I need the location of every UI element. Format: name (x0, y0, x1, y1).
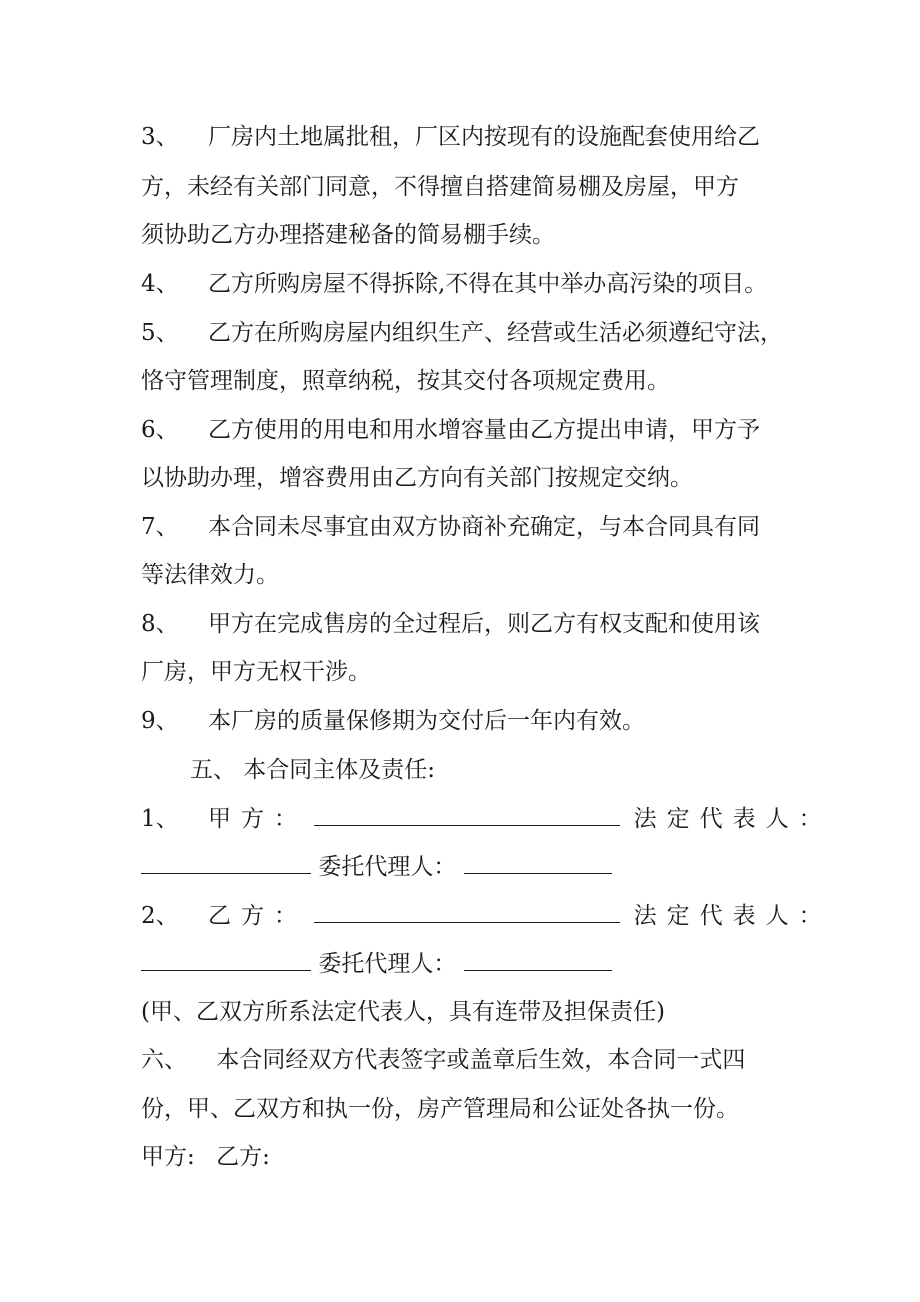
item-5-line-1 (141, 318, 783, 348)
item-number: 8、 (141, 611, 179, 637)
item-6-line-1 (141, 415, 760, 445)
party-a-agent-blank[interactable] (464, 851, 612, 874)
item-3-line-2: 方，未经有关部门同意，不得擅自搭建简易棚及房屋，甲方 (141, 174, 739, 200)
item-number: 9、 (141, 708, 179, 734)
party-b-number: 2、 (141, 903, 179, 929)
item-number: 5、 (141, 320, 179, 346)
item-3-line-1 (141, 122, 760, 152)
item-number: 7、 (141, 514, 179, 540)
item-8-line-2: 厂房，甲方无权干涉。 (141, 659, 371, 685)
item-text: 乙方使用的用电和用水增容量由乙方提出申请，甲方予 (207, 417, 760, 443)
section-6-number: 六、 (141, 1047, 187, 1073)
party-b-agent-line (141, 948, 612, 978)
party-a-line (141, 803, 832, 833)
item-6-line-2: 以协助办理，增容费用由乙方向有关部门按规定交纳。 (141, 465, 693, 491)
party-a-name-blank[interactable] (314, 803, 620, 826)
section-6-line-1 (141, 1045, 745, 1075)
signature-party-b: 乙方: (216, 1144, 270, 1170)
item-9-line-1 (141, 706, 645, 736)
item-3-line-3: 须协助乙方办理搭建秘备的简易棚手续。 (141, 222, 555, 248)
item-text: 厂房内土地属批租，厂区内按现有的设施配套使用给乙 (207, 124, 760, 150)
signature-line (141, 1142, 270, 1172)
item-text: 甲方在完成售房的全过程后，则乙方有权支配和使用该 (207, 611, 760, 637)
party-b-line (141, 900, 832, 930)
party-b-agent-blank[interactable] (464, 948, 612, 971)
party-b-name-blank[interactable] (314, 900, 620, 923)
item-4-line-1 (141, 269, 767, 299)
party-a-label: 甲方： (207, 806, 307, 832)
party-a-agent-line (141, 851, 612, 881)
liability-note: (甲、乙双方所系法定代表人，具有连带及担保责任) (141, 999, 665, 1025)
section-6-line-2: 份，甲、乙双方和执一份，房产管理局和公证处各执一份。 (141, 1096, 739, 1122)
item-7-line-2: 等法律效力。 (141, 562, 279, 588)
item-text: 乙方所购房屋不得拆除,不得在其中举办高污染的项目。 (207, 271, 768, 297)
signature-party-a: 甲方: (141, 1144, 195, 1170)
party-a-agent-label: 委托代理人： (318, 854, 457, 880)
party-a-rep-label: 法定代表人： (633, 806, 832, 832)
section-6-text: 本合同经双方代表签字或盖章后生效，本合同一式四 (216, 1047, 746, 1073)
item-text: 乙方在所购房屋内组织生产、经营或生活必须遵纪守法， (207, 320, 783, 346)
party-a-number: 1、 (141, 806, 179, 832)
section-5-heading: 五、 本合同主体及责任: (190, 757, 436, 783)
party-b-rep-blank[interactable] (141, 948, 311, 971)
party-b-agent-label: 委托代理人： (318, 951, 457, 977)
party-b-label: 乙方： (207, 903, 307, 929)
item-text: 本厂房的质量保修期为交付后一年内有效。 (207, 708, 645, 734)
item-number: 4、 (141, 271, 179, 297)
party-a-rep-blank[interactable] (141, 851, 311, 874)
item-8-line-1 (141, 609, 760, 639)
item-5-line-2: 恪守管理制度，照章纳税，按其交付各项规定费用。 (141, 368, 670, 394)
party-b-rep-label: 法定代表人： (633, 903, 832, 929)
item-text: 本合同未尽事宜由双方协商补充确定，与本合同具有同 (207, 514, 760, 540)
item-number: 6、 (141, 417, 179, 443)
item-7-line-1 (141, 512, 760, 542)
item-number: 3、 (141, 124, 179, 150)
